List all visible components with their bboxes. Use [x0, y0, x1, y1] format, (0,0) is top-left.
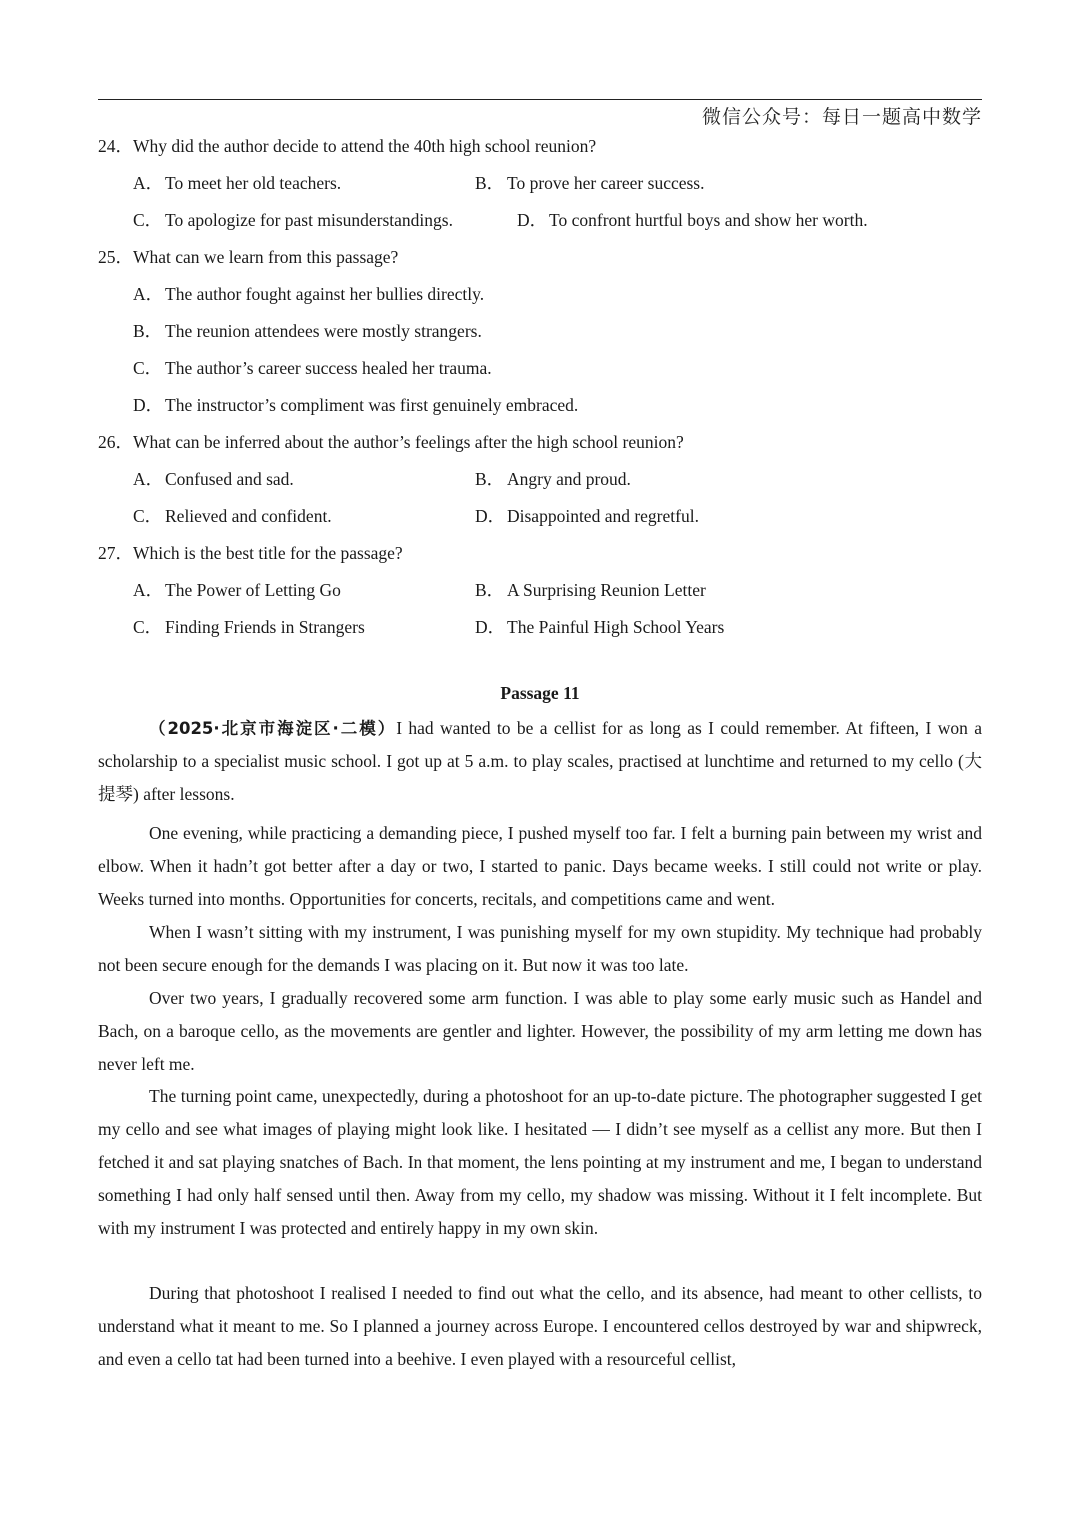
passage-title: Passage 11: [500, 683, 580, 703]
question-25-option-a: [133, 281, 484, 306]
question-27-option-a: [133, 577, 341, 602]
passage-paragraph-4: Over two years, I gradually recovered some arm function. I was able to play some early music such as Handel and Bach, on a baroque cello, as the movements are gentler and lighter. However, the possibility of my arm letting me down has never left me.: [98, 988, 982, 1074]
option-letter: A．: [133, 469, 164, 489]
option-letter: C．: [133, 358, 163, 378]
question-26-option-d: [475, 503, 699, 528]
option-letter: C．: [133, 506, 163, 526]
option-text: Disappointed and regretful.: [507, 506, 699, 526]
question-25-option-c: [133, 355, 492, 380]
option-text: To prove her career success.: [507, 173, 705, 193]
header-text: 微信公众号：每日一题高中数学: [701, 106, 982, 128]
question-24-option-a: [133, 170, 341, 195]
question-27-option-c: [133, 614, 365, 639]
question-24-option-d: [517, 207, 868, 232]
question-24-stem: 24．Why did the author decide to attend the 40th high school reunion?: [98, 136, 597, 156]
question-26-option-c: [133, 503, 332, 528]
question-25-option-d: [133, 392, 578, 417]
option-text: The reunion attendees were mostly strangers.: [165, 321, 482, 341]
option-letter: B．: [475, 469, 505, 489]
option-text: Angry and proud.: [507, 469, 631, 489]
option-letter: D．: [517, 210, 548, 230]
paragraph-text: I had wanted to be a cellist for as long as I could remember. At fifteen, I won a scholarship to a specialist music school. I got up at 5 a.m. to play scales, practised at lunchtime and returned to my cello (大提琴) after lessons.: [98, 718, 982, 804]
option-letter: A．: [133, 580, 164, 600]
question-25-option-b: [133, 318, 482, 343]
option-letter: C．: [133, 617, 163, 637]
option-letter: D．: [475, 617, 506, 637]
question-24-option-b: [475, 170, 705, 195]
question-26-option-b: [475, 466, 631, 491]
question-25-stem: 25．What can we learn from this passage?: [98, 247, 399, 267]
passage-paragraph-1: [98, 712, 982, 811]
passage-source: （2025·北京市海淀区·二模）: [149, 719, 397, 738]
option-letter: D．: [475, 506, 506, 526]
question-27-option-b: [475, 577, 706, 602]
option-text: To confront hurtful boys and show her worth.: [549, 210, 868, 230]
option-letter: C．: [133, 210, 163, 230]
option-text: To apologize for past misunderstandings.: [165, 210, 453, 230]
option-text: The Painful High School Years: [507, 617, 725, 637]
option-text: The instructor’s compliment was first genuinely embraced.: [165, 395, 579, 415]
option-text: Confused and sad.: [165, 469, 294, 489]
option-text: The author fought against her bullies directly.: [165, 284, 485, 304]
passage-paragraph-6: During that photoshoot I realised I needed to find out what the cello, and its absence, had meant to other cellists, to understand what it meant to me. So I planned a journey across Europe. I encountered cellos destroyed by war and shipwreck, and even a cello tat had been turned into a beehive. I even played with a resourceful cellist,: [98, 1283, 982, 1369]
option-text: The author’s career success healed her trauma.: [165, 358, 492, 378]
option-letter: A．: [133, 284, 164, 304]
option-text: A Surprising Reunion Letter: [507, 580, 706, 600]
header-rule: [98, 99, 982, 100]
option-text: Relieved and confident.: [165, 506, 332, 526]
option-text: Finding Friends in Strangers: [165, 617, 365, 637]
option-letter: B．: [133, 321, 163, 341]
option-letter: B．: [475, 173, 505, 193]
passage-paragraph-3: When I wasn’t sitting with my instrument, I was punishing myself for my own stupidity. My technique had probably not been secure enough for the demands I was placing on it. But now it was too late.: [98, 922, 982, 975]
question-27-option-d: [475, 614, 724, 639]
option-letter: D．: [133, 395, 164, 415]
question-26-stem: 26．What can be inferred about the author’s feelings after the high school reunion?: [98, 432, 684, 452]
option-letter: A．: [133, 173, 164, 193]
option-text: The Power of Letting Go: [165, 580, 341, 600]
option-text: To meet her old teachers.: [165, 173, 342, 193]
question-24-option-c: [133, 207, 453, 232]
passage-paragraph-2: One evening, while practicing a demanding piece, I pushed myself too far. I felt a burning pain between my wrist and elbow. When it hadn’t got better after a day or two, I started to panic. Days became weeks. I still could not write or play. Weeks turned into months. Opportunities for concerts, recitals, and competitions came and went.: [98, 823, 982, 909]
question-27-stem: 27．Which is the best title for the passage?: [98, 543, 403, 563]
option-letter: B．: [475, 580, 505, 600]
passage-paragraph-5: The turning point came, unexpectedly, during a photoshoot for an up-to-date picture. The photographer suggested I get my cello and see what images of playing might look like. I hesitated — I didn’t see myself as a cellist any more. But then I fetched it and sat playing snatches of Bach. In that moment, the lens pointing at my instrument and me, I began to understand something I had only half sensed until then. Away from my cello, my shadow was missing. Without it I felt incomplete. But with my instrument I was protected and entirely happy in my own skin.: [98, 1086, 982, 1238]
question-26-option-a: [133, 466, 294, 491]
